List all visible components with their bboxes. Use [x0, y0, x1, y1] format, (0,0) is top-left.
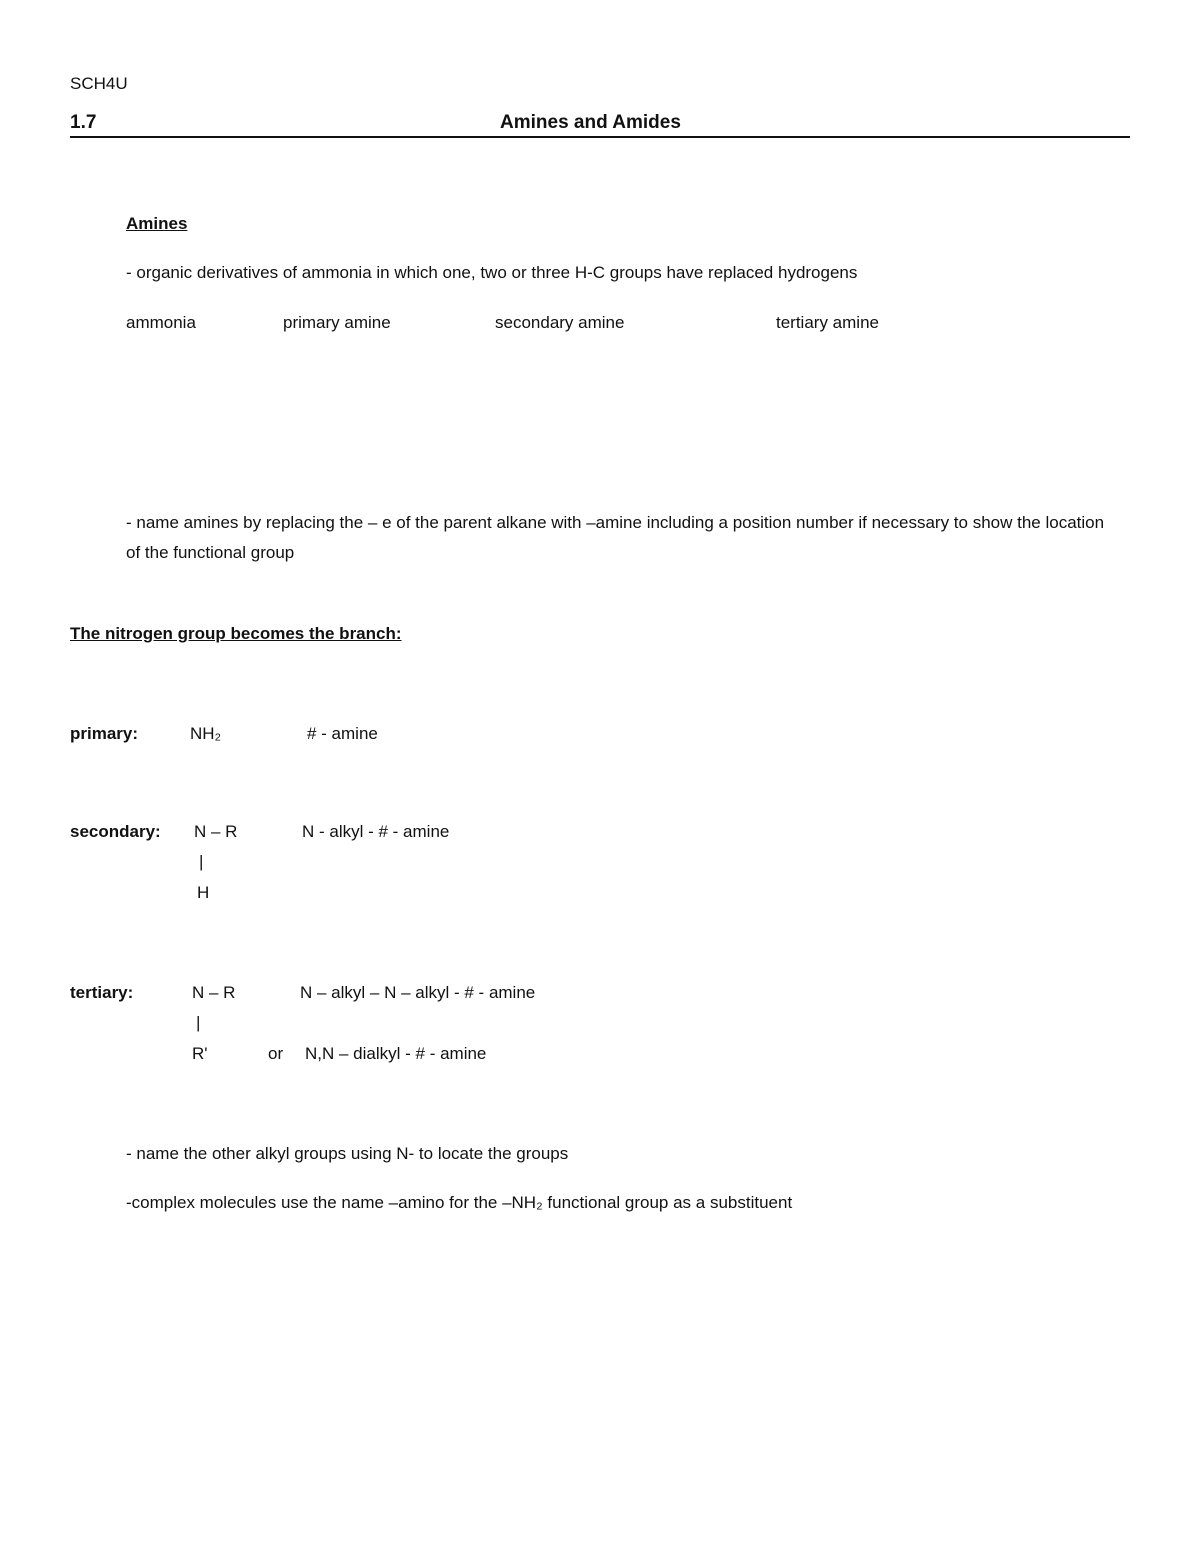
tertiary-name: N – alkyl – N – alkyl - # - amine	[300, 983, 536, 1002]
tertiary-substituent: R'	[192, 1044, 208, 1063]
secondary-formula: N – R	[194, 822, 238, 841]
tertiary-alt-name: N,N – dialkyl - # - amine	[305, 1044, 487, 1063]
branch-heading: The nitrogen group becomes the branch:	[70, 624, 402, 643]
amines-heading: Amines	[126, 214, 188, 233]
secondary-name: N - alkyl - # - amine	[302, 822, 450, 841]
secondary-substituent: H	[197, 883, 210, 902]
type-label-tertiary: tertiary amine	[776, 313, 879, 332]
naming-rule: - name amines by replacing the – e of the parent alkane with –amine including a position number if necessary to show the location of the functional group	[126, 513, 1105, 562]
tertiary-or: or	[268, 1044, 284, 1063]
primary-formula: NH₂	[190, 724, 222, 743]
primary-label: primary:	[70, 724, 139, 743]
secondary-label: secondary:	[70, 822, 161, 841]
note-alkyl-groups: - name the other alkyl groups using N- to locate the groups	[126, 1144, 569, 1163]
course-code: SCH4U	[70, 74, 128, 93]
amines-definition: - organic derivatives of ammonia in which one, two or three H-C groups have replaced hydrogens	[126, 263, 858, 282]
tertiary-bond: |	[196, 1013, 201, 1032]
type-label-secondary: secondary amine	[495, 313, 625, 332]
title-rule	[70, 136, 1130, 138]
secondary-bond: |	[199, 852, 204, 871]
section-number: 1.7	[70, 112, 97, 133]
primary-name: # - amine	[307, 724, 378, 743]
tertiary-formula: N – R	[192, 983, 236, 1002]
tertiary-label: tertiary:	[70, 983, 134, 1002]
type-label-ammonia: ammonia	[126, 313, 196, 332]
note-amino-substituent: -complex molecules use the name –amino for the –NH₂ functional group as a substituent	[126, 1193, 793, 1212]
page-title: Amines and Amides	[500, 112, 681, 133]
type-label-primary: primary amine	[283, 313, 391, 332]
